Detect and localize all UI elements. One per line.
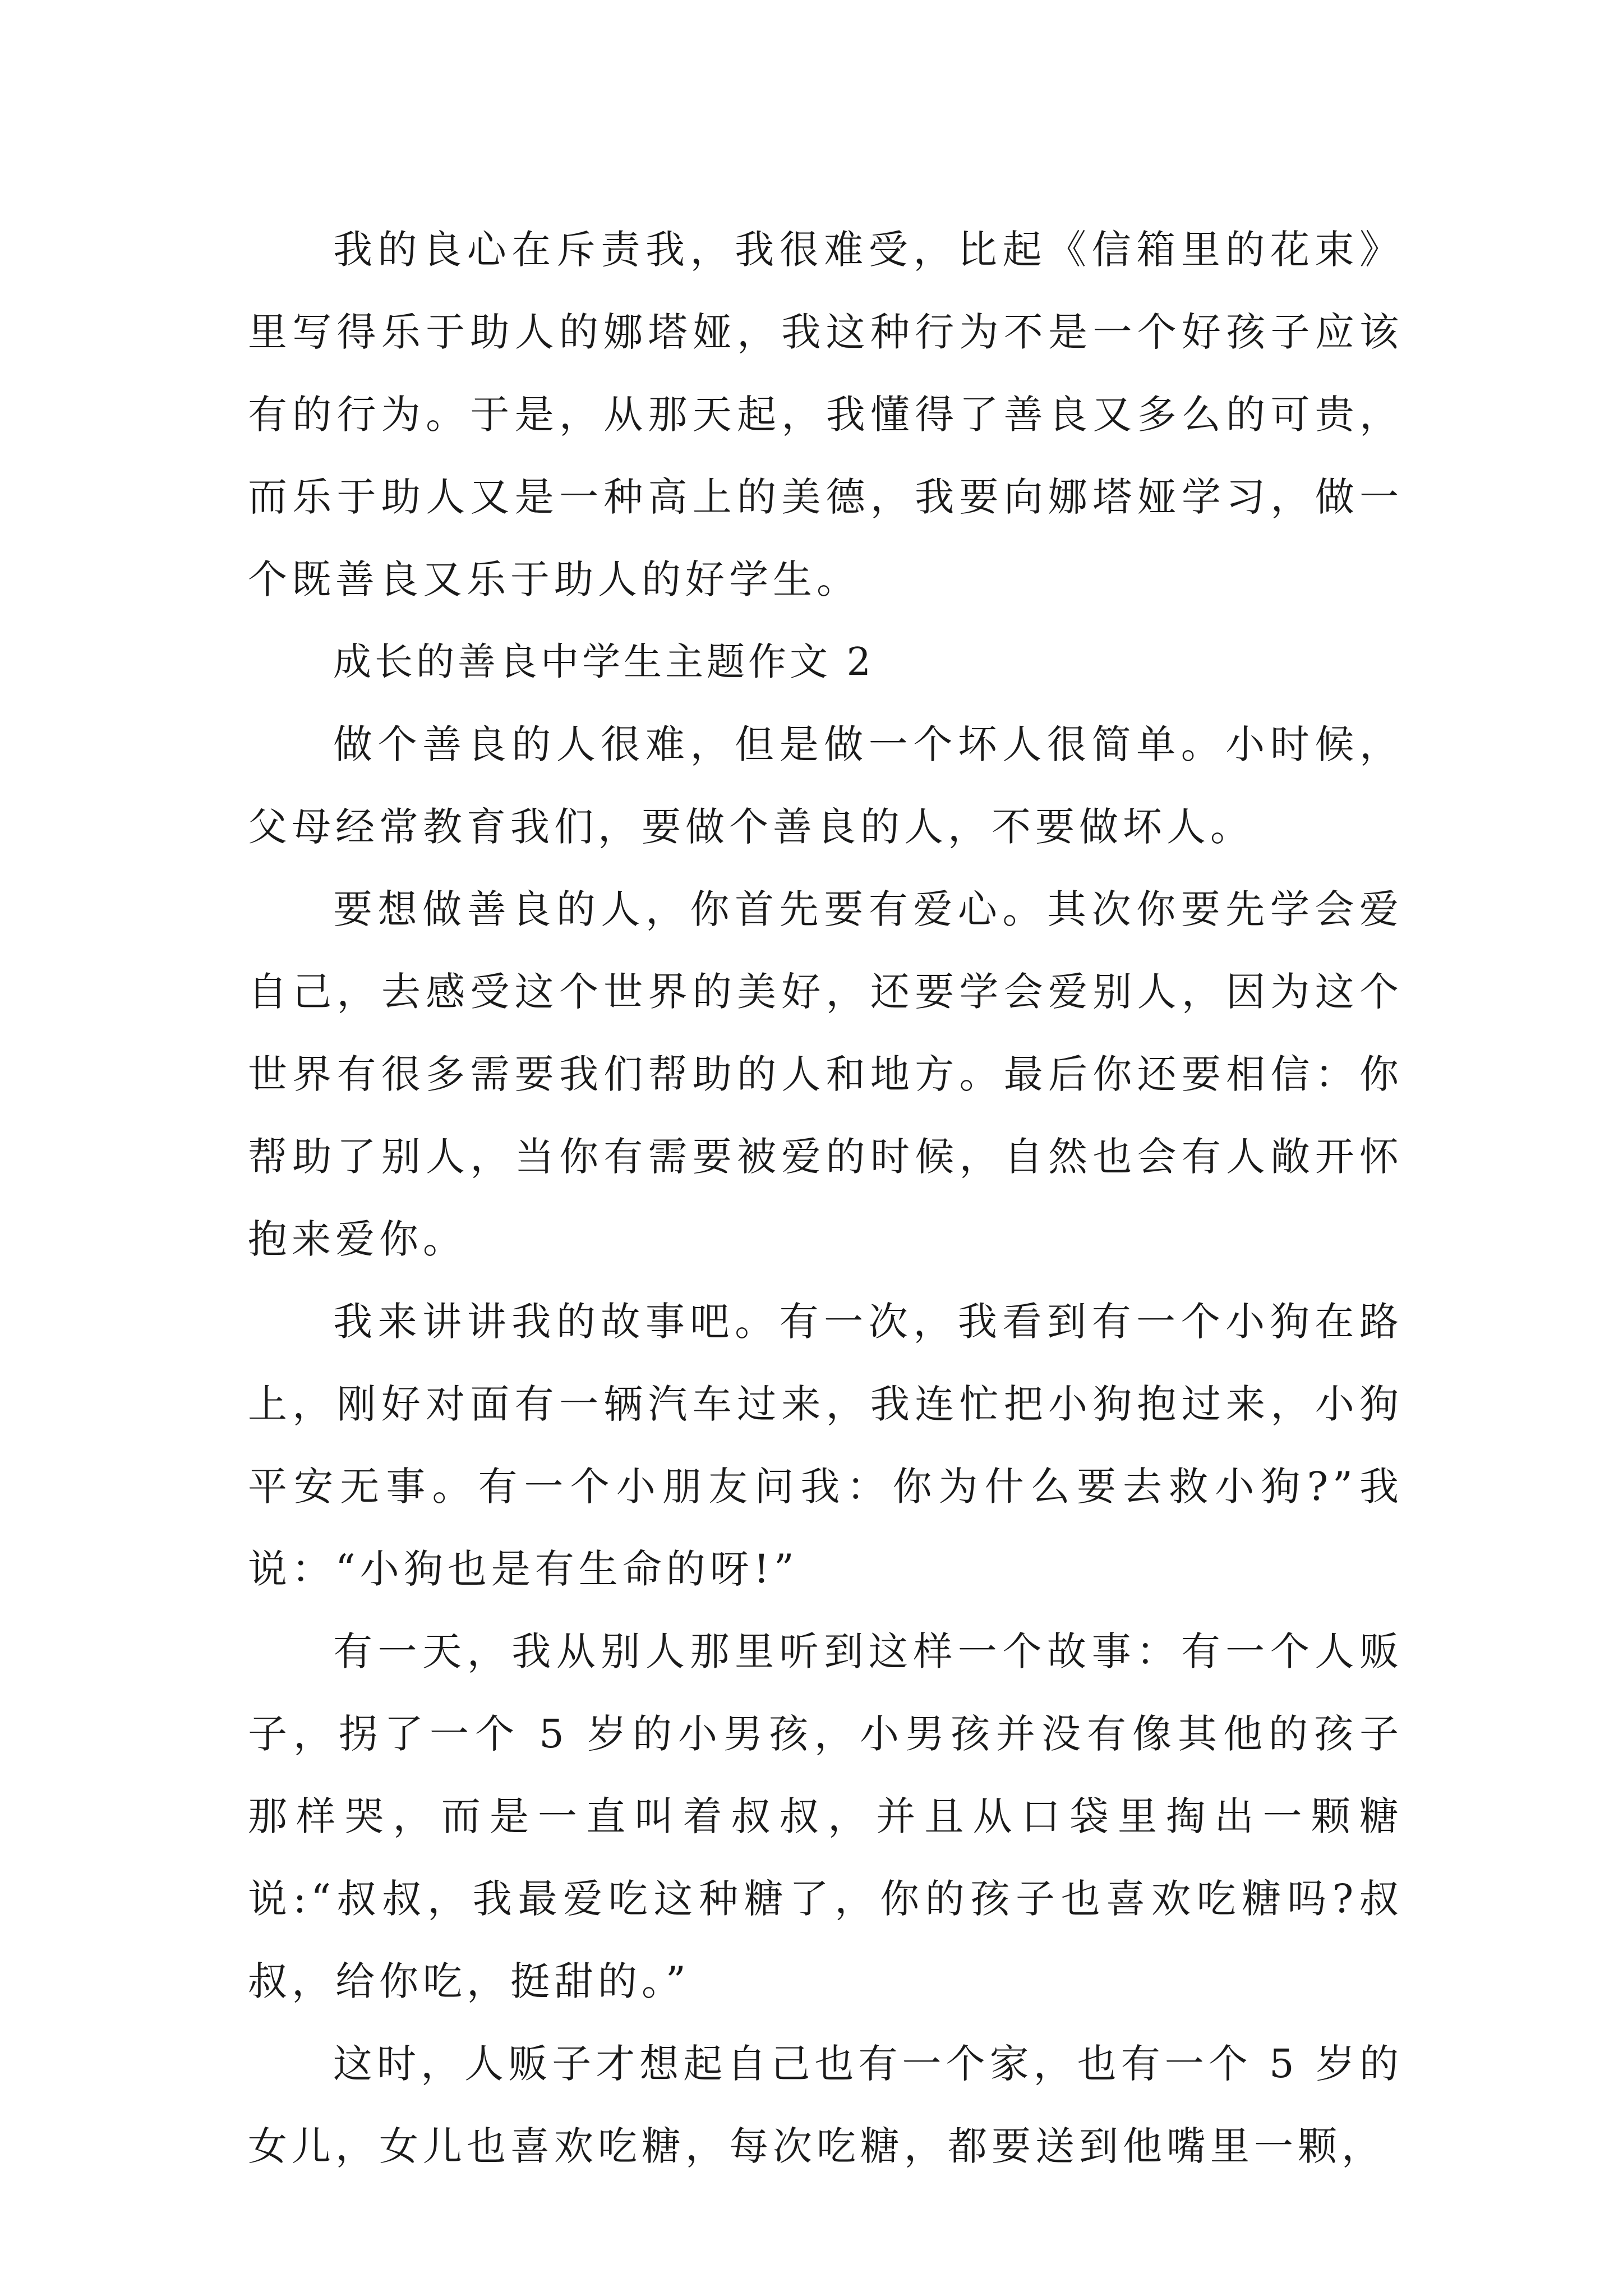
paragraph-love: 要想做善良的人，你首先要有爱心。其次你要先学会爱自己，去感受这个世界的美好，还要学会爱别人，因为这个世界有很多需要我们帮助的人和地方。最后你还要相信：你帮助了别人，当你有需要被爱的时候，自然也会有人敞开怀抱来爱你。 bbox=[248, 886, 1403, 1262]
paragraph-conscience: 我的良心在斥责我，我很难受，比起《信箱里的花束》里写得乐于助人的娜塔娅，我这种行为不是一个好孩子应该有的行为。于是，从那天起，我懂得了善良又多么的可贵，而乐于助人又是一种高上的美德，我要向娜塔娅学习，做一个既善良又乐于助人的好学生。 bbox=[248, 227, 1403, 602]
document-body bbox=[248, 209, 1403, 2188]
paragraph-kind-person: 做个善良的人很难，但是做一个坏人很简单。小时候，父母经常教育我们，要做个善良的人，不要做坏人。 bbox=[248, 721, 1403, 850]
paragraph-trafficker-story: 有一天，我从别人那里听到这样一个故事：有一个人贩子，拐了一个 5 岁的小男孩，小男孩并没有像其他的孩子那样哭，而是一直叫着叔叔，并且从口袋里掏出一颗糖说:“叔叔，我最爱吃这种糖了，你的孩子也喜欢吃糖吗?叔叔，给你吃，挺甜的。” bbox=[248, 1628, 1403, 2004]
paragraph-trafficker-reflection: 这时，人贩子才想起自己也有一个家，也有一个 5 岁的女儿，女儿也喜欢吃糖，每次吃糖，都要送到他嘴里一颗， bbox=[248, 2041, 1403, 2169]
paragraph-puppy-story: 我来讲讲我的故事吧。有一次，我看到有一个小狗在路上，刚好对面有一辆汽车过来，我连忙把小狗抱过来，小狗平安无事。有一个小朋友问我：你为什么要去救小狗?”我说：“小狗也是有生命的呀!” bbox=[248, 1299, 1403, 1592]
section-heading: 成长的善良中学生主题作文 2 bbox=[333, 640, 874, 684]
